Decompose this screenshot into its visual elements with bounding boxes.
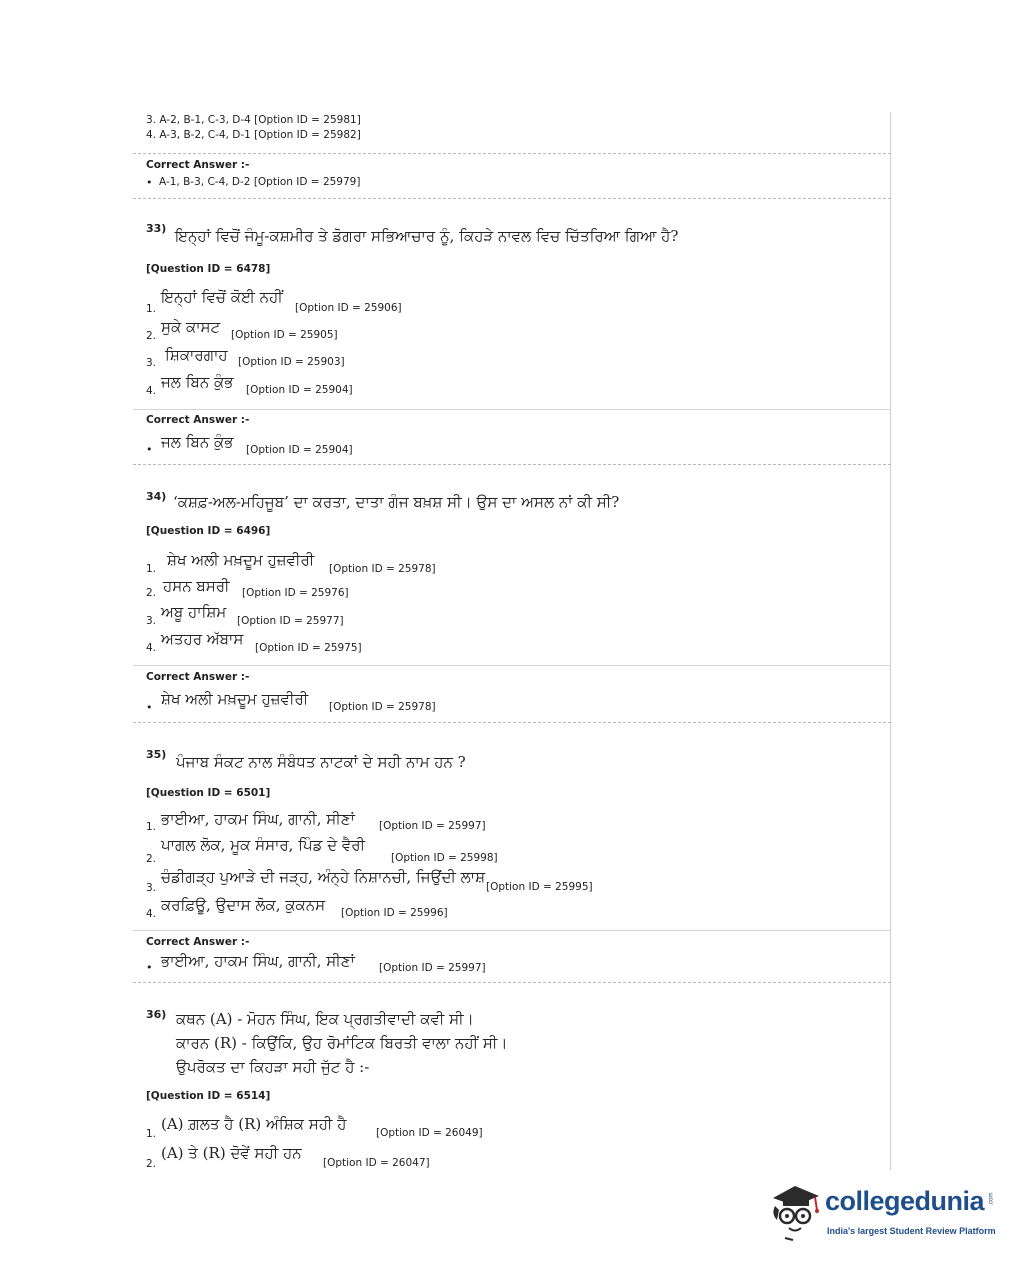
option-id: [Option ID = 25995] [486, 881, 593, 893]
option-number: 2. [146, 587, 157, 599]
option-id: [Option ID = 25905] [231, 329, 338, 341]
question-id: [Question ID = 6478] [146, 263, 271, 275]
question-prompt-line: ਉਪਰੋਕਤ ਦਾ ਕਿਹੜਾ ਸਹੀ ਜੁੱਟ ਹੈ :- [176, 1058, 370, 1076]
option-id: [Option ID = 25978] [329, 563, 436, 575]
question-number: 34) [146, 490, 167, 503]
option-text: ਪਾਗਲ ਲੋਕ, ਮੂਕ ਸੰਸਾਰ, ਪਿੰਡ ਦੇ ਵੈਰੀ [161, 836, 366, 854]
option-number: 1. [146, 303, 157, 315]
option-text: (A) ਤੇ (R) ਦੋਵੇਂ ਸਹੀ ਹਨ [161, 1144, 302, 1162]
option-number: 4. [146, 908, 157, 920]
option-id: [Option ID = 25977] [237, 615, 344, 627]
prev-option-3: 3. A-2, B-1, C-3, D-4 [Option ID = 25981] [146, 114, 361, 126]
question-text: ਪੰਜਾਬ ਸੰਕਟ ਨਾਲ ਸੰਬੰਧਤ ਨਾਟਕਾਂ ਦੇ ਸਹੀ ਨਾਮ ਹਨ ? [176, 753, 466, 771]
option-number: 2. [146, 330, 157, 342]
option-id: [Option ID = 25997] [379, 820, 486, 832]
option-number: 1. [146, 1128, 157, 1140]
correct-answer-label: Correct Answer :- [146, 936, 250, 948]
option-number: 2. [146, 853, 157, 865]
bullet-icon: • [146, 443, 153, 456]
option-id: [Option ID = 25903] [238, 356, 345, 368]
question-number: 35) [146, 748, 167, 761]
divider [133, 409, 891, 410]
option-text: ਹਸਨ ਬਸਰੀ [163, 577, 230, 595]
option-number: 1. [146, 821, 157, 833]
bullet-icon: • [146, 176, 153, 189]
correct-answer-label: Correct Answer :- [146, 671, 250, 683]
option-id: [Option ID = 26047] [323, 1157, 430, 1169]
correct-answer-text: ਸ਼ੇਖ ਅਲੀ ਮਖ਼ਦੂਮ ਹੁਜ਼ਵੀਰੀ [161, 690, 309, 708]
mascot-icon [765, 1180, 827, 1244]
divider [133, 464, 891, 465]
question-text: ਇਨ੍ਹਾਂ ਵਿਚੋਂ ਜੰਮੂ-ਕਸ਼ਮੀਰ ਤੇ ਡੋਗਰਾ ਸਭਿਆਚਾਰ ਨੂੰ, ਕਿਹੜੇ ਨਾਵਲ ਵਿਚ ਚਿੱਤਰਿਆ ਗਿਆ ਹੈ? [175, 227, 679, 245]
option-text: ਅਬੂ ਹਾਸ਼ਿਮ [161, 603, 227, 621]
option-text: ਸੁਕੇ ਕਾਸਟ [161, 318, 221, 336]
bullet-icon: • [146, 961, 153, 974]
logo-wordmark: collegedunia [825, 1186, 985, 1216]
option-text: ਕਰਫ਼ਿਊ, ਉਦਾਸ ਲੋਕ, ਕੁਕਨਸ [161, 896, 326, 914]
option-id: [Option ID = 26049] [376, 1127, 483, 1139]
bullet-icon: • [146, 701, 153, 714]
collegedunia-logo [765, 1180, 995, 1244]
option-number: 2. [146, 1158, 157, 1170]
option-number: 3. [146, 615, 157, 627]
option-id: [Option ID = 25975] [255, 642, 362, 654]
correct-answer-option-id: [Option ID = 25978] [329, 701, 436, 713]
divider [133, 153, 891, 154]
question-paper-page [133, 112, 891, 1170]
correct-answer-text: ਜਲ ਬਿਨ ਕੁੰਭ [161, 433, 234, 451]
divider [133, 665, 891, 666]
option-text: ਚੰਡੀਗੜ੍ਹ ਪੁਆੜੇ ਦੀ ਜੜ੍ਹ, ਅੰਨ੍ਹੇ ਨਿਸ਼ਾਨਚੀ, ਜਿਉਂਦੀ ਲਾਸ਼ [161, 868, 486, 886]
option-text: ਇਨ੍ਹਾਂ ਵਿਚੋਂ ਕੋਈ ਨਹੀਂ [161, 288, 283, 306]
option-number: 3. [146, 882, 157, 894]
correct-answer-option-id: [Option ID = 25904] [246, 444, 353, 456]
correct-answer-value: A-1, B-3, C-4, D-2 [Option ID = 25979] [159, 176, 361, 188]
question-number: 36) [146, 1008, 167, 1021]
logo-com: .com [988, 1192, 995, 1206]
question-id: [Question ID = 6496] [146, 525, 271, 537]
question-text: ‘ਕਸ਼ਫ਼-ਅਲ-ਮਹਿਜੂਬ’ ਦਾ ਕਰਤਾ, ਦਾਤਾ ਗੰਜ ਬਖ਼ਸ਼ ਸੀ। ਉਸ ਦਾ ਅਸਲ ਨਾਂ ਕੀ ਸੀ? [173, 493, 620, 511]
option-number: 4. [146, 642, 157, 654]
correct-answer-label: Correct Answer :- [146, 414, 250, 426]
correct-answer-label: Correct Answer :- [146, 159, 250, 171]
question-id: [Question ID = 6501] [146, 787, 271, 799]
option-text: ਭਾਈਆ, ਹਾਕਮ ਸਿੰਘ, ਗਾਨੀ, ਸੀਣਾਂ [161, 810, 355, 828]
option-id: [Option ID = 25996] [341, 907, 448, 919]
option-text: ਸ਼ੇਖ ਅਲੀ ਮਖ਼ਦੂਮ ਹੁਜ਼ਵੀਰੀ [167, 551, 315, 569]
option-number: 3. [146, 357, 157, 369]
divider [133, 722, 891, 723]
correct-answer-text: ਭਾਈਆ, ਹਾਕਮ ਸਿੰਘ, ਗਾਨੀ, ਸੀਣਾਂ [161, 952, 355, 970]
statement-line: ਕਥਨ (A) - ਮੋਹਨ ਸਿੰਘ, ਇਕ ਪ੍ਰਗਤੀਵਾਦੀ ਕਵੀ ਸੀ। [176, 1010, 474, 1028]
option-id: [Option ID = 25906] [295, 302, 402, 314]
option-number: 1. [146, 563, 157, 575]
option-text: ਅਤਹਰ ਅੱਬਾਸ [161, 630, 244, 648]
reason-line: ਕਾਰਨ (R) - ਕਿਉਂਕਿ, ਉਹ ਰੋਮਾਂਟਿਕ ਬਿਰਤੀ ਵਾਲਾ ਨਹੀਂ ਸੀ। [176, 1034, 508, 1052]
option-text: ਸ਼ਿਕਾਰਗਾਹ [165, 346, 228, 364]
option-text: (A) ਗ਼ਲਤ ਹੈ (R) ਅੰਸ਼ਿਕ ਸਹੀ ਹੈ [161, 1115, 347, 1133]
divider [133, 982, 891, 983]
option-id: [Option ID = 25976] [242, 587, 349, 599]
question-number: 33) [146, 222, 167, 235]
prev-option-4: 4. A-3, B-2, C-4, D-1 [Option ID = 25982] [146, 129, 361, 141]
correct-answer-option-id: [Option ID = 25997] [379, 962, 486, 974]
option-id: [Option ID = 25904] [246, 384, 353, 396]
option-number: 4. [146, 385, 157, 397]
option-id: [Option ID = 25998] [391, 852, 498, 864]
question-id: [Question ID = 6514] [146, 1090, 271, 1102]
divider [133, 930, 891, 931]
option-text: ਜਲ ਬਿਨ ਕੁੰਭ [161, 373, 234, 391]
divider [133, 198, 891, 199]
logo-tagline: India's largest Student Review Platform [827, 1226, 996, 1236]
